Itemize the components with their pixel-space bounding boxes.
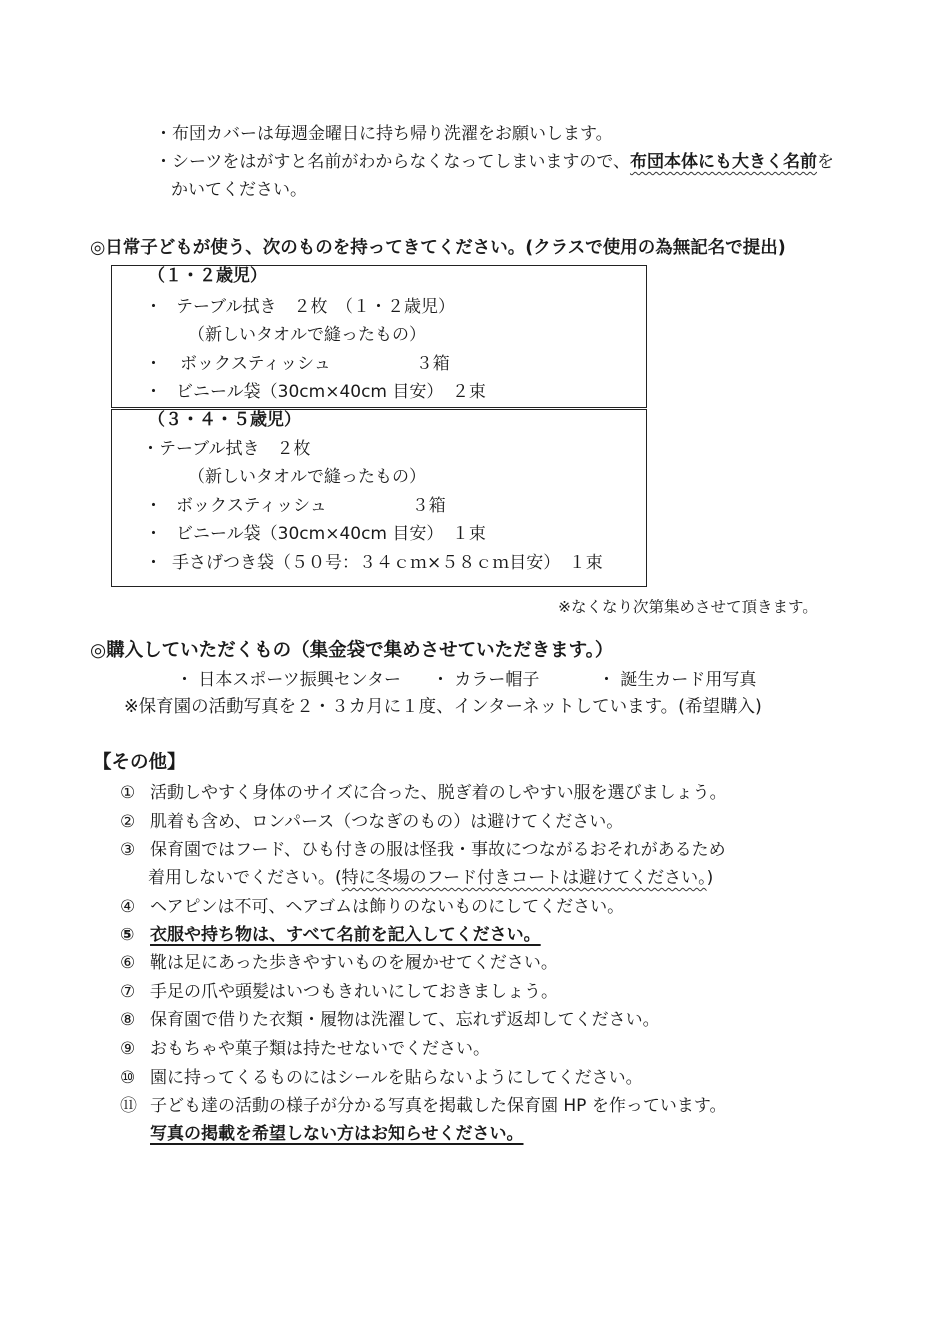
purchase-note: ※保育園の活動写真を２・３カ月に１度、インターネットしています。(希望購入) [124,697,762,717]
other-item-9 [120,1039,490,1059]
futon-line-1: ・布団カバーは毎週金曜日に持ち帰り洗濯をお願いします。 [155,124,613,144]
group-1-item-1 [145,297,455,317]
purchase-item-3: ・ 誕生カード用写真 [598,670,757,690]
other-item-7 [120,982,558,1002]
item-text: 手足の爪や頭髪はいつもきれいにしておきましょう。 [150,982,558,1002]
futon-line-2-end: を [816,152,834,172]
daily-heading: ◎日常子どもが使う、次のものを持ってきてください。(クラスで使用の為無記名で提出) [90,238,786,258]
futon-line-2 [155,152,834,172]
item-number: ③ [120,840,136,860]
futon-line-2-start: ・シーツをはがすと名前がわからなくなってしまいますので、 [155,152,630,172]
item-number: ④ [120,897,136,917]
item-text: 衣服や持ち物は、すべて名前を記入してください。 [150,925,541,945]
group-1-item-3 [145,382,486,402]
item-number: ② [120,812,136,832]
other-item-11-cont [150,1124,524,1144]
bullet: ・ [145,297,162,317]
item-text-start: 着用しないでください。( [148,868,342,888]
photo-optout-emphasis: 写真の掲載を希望しない方はお知らせください。 [150,1124,524,1144]
group-2-item-1-note: （新しいタオルで縫ったもの） [188,467,426,487]
group-2-item-1: ・テーブル拭き ２枚 [142,439,311,459]
bullet: ・ [145,524,162,544]
bullet: ・ [145,496,162,516]
bullet: ・ [145,382,162,402]
other-item-4 [120,897,624,917]
other-item-6 [120,953,558,973]
item-text: 子ども達の活動の様子が分かる写真を掲載した保育園 HP を作っています。 [150,1096,727,1116]
group-1-item-1-note: （新しいタオルで縫ったもの） [188,325,426,345]
item-text: 肌着も含め、ロンパース（つなぎのもの）は避けてください。 [150,812,624,832]
other-item-8 [120,1010,660,1030]
item-text: ビニール袋（30cm×40cm 目安） １束 [176,524,486,544]
item-text: ボックスティッシュ ３箱 [180,354,450,374]
item-number: ⑦ [120,982,136,1002]
group-1-title: （１・２歳児） [148,266,267,286]
group-2-title: （３・４・５歳児） [148,410,301,430]
bullet: ・ [145,354,162,374]
item-text: 保育園ではフード、ひも付きの服は怪我・事故につながるおそれがあるため [150,840,726,860]
group-2-item-4 [145,553,603,573]
item-text: ビニール袋（30cm×40cm 目安） ２束 [176,382,486,402]
other-item-3-cont [148,868,713,888]
item-text: ボックスティッシュ ３箱 [176,496,446,516]
other-heading: 【その他】 [93,752,186,773]
other-item-11 [120,1096,726,1116]
item-text: 園に持ってくるものにはシールを貼らないようにしてください。 [150,1068,643,1088]
purchase-item-2: ・ カラー帽子 [432,670,540,690]
item-text: ヘアピンは不可、ヘアゴムは飾りのないものにしてください。 [150,897,625,917]
item-number: ⑨ [120,1039,136,1059]
item-text: 手さげつき袋（５０号：３４ｃｍ×５８ｃｍ目安） １束 [172,553,603,573]
futon-line-3: かいてください。 [171,180,307,200]
item-number: ⑤ [120,925,135,945]
other-item-2 [120,812,623,832]
bullet: ・ [145,553,162,573]
item-text: 保育園で借りた衣類・履物は洗濯して、忘れず返却してください。 [150,1010,660,1030]
group-2-item-3 [145,524,486,544]
item-text: おもちゃや菓子類は持たせないでください。 [150,1039,490,1059]
daily-note: ※なくなり次第集めさせて頂きます。 [558,598,818,616]
other-item-1 [120,783,727,803]
hood-coat-emphasis: 特に冬場のフード付きコートは避けてください。 [341,868,707,888]
group-1-item-2 [145,354,450,374]
item-number: ⑥ [120,953,136,973]
item-number: ⑪ [120,1096,137,1116]
item-text: 靴は足にあった歩きやすいものを履かせてください。 [150,953,558,973]
other-item-3 [120,840,726,860]
item-number: ⑧ [120,1010,136,1030]
other-item-10 [120,1068,643,1088]
item-text-end: ) [706,868,714,888]
item-text: テーブル拭き ２枚 （１・２歳児） [176,297,455,317]
item-text: 活動しやすく身体のサイズに合った、脱ぎ着のしやすい服を選びましょう。 [150,783,727,803]
purchase-item-1: ・ 日本スポーツ振興センター [176,670,402,690]
other-item-5 [120,925,541,945]
item-number: ⑩ [120,1068,136,1088]
group-2-item-2 [145,496,446,516]
futon-name-emphasis: 布団本体にも大きく名前 [629,152,817,172]
item-number: ① [120,783,136,803]
purchase-heading: ◎購入していただくもの（集金袋で集めさせていただきます。） [90,640,614,661]
